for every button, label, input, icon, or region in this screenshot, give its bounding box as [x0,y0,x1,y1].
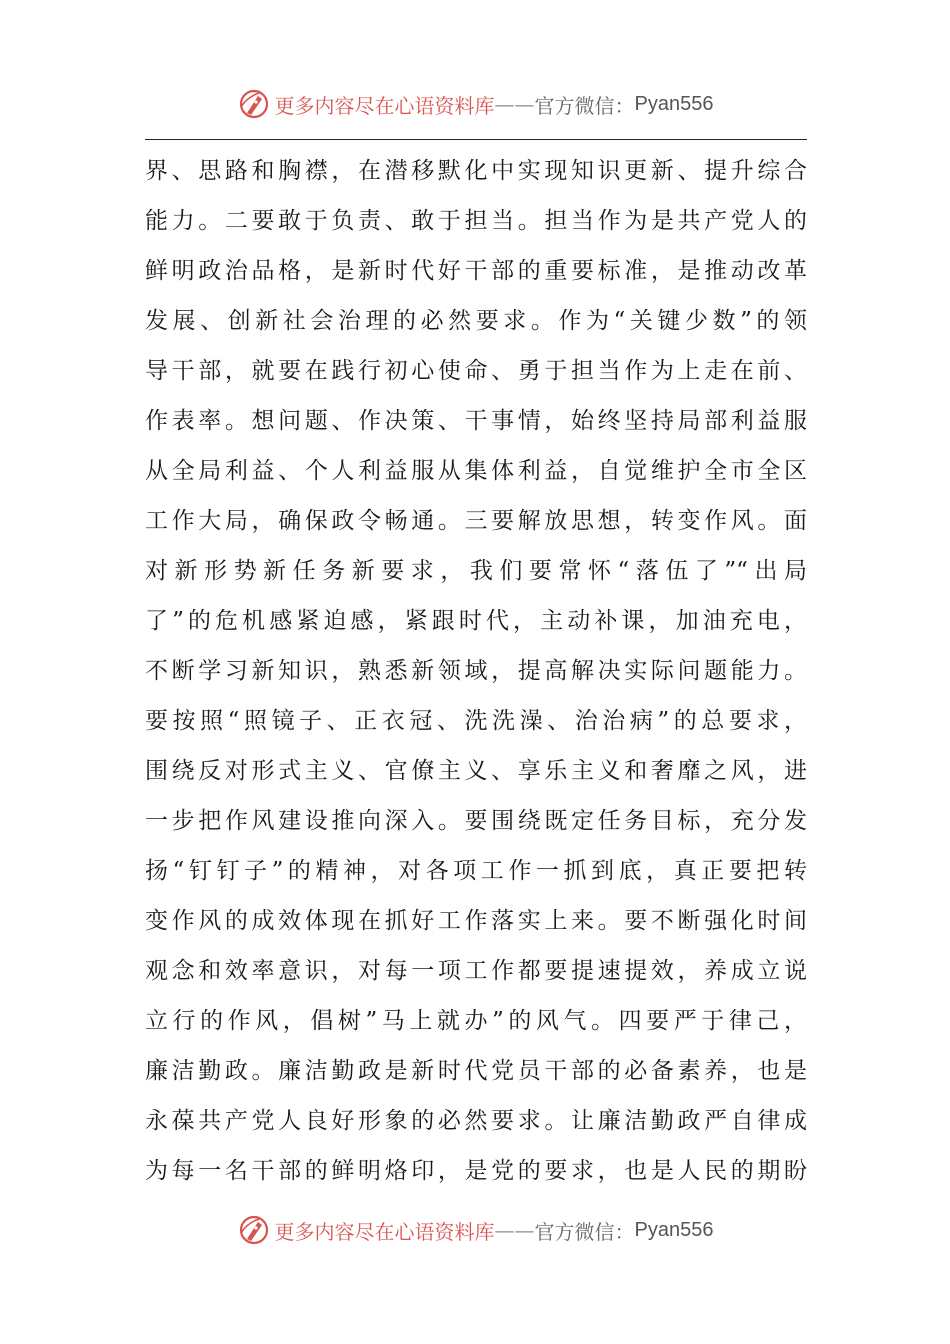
text-line: 观念和效率意识，对每一项工作都要提速提效，养成立说 [145,958,807,984]
text-line: 廉洁勤政。廉洁勤政是新时代党员干部的必备素养，也是 [145,1058,807,1084]
text-line: 为每一名干部的鲜明烙印，是党的要求，也是人民的期盼 [145,1158,807,1184]
text-line: 鲜明政治品格，是新时代好干部的重要标准，是推动改革 [145,258,807,284]
text-line: 要按照“照镜子、正衣冠、洗洗澡、治治病”的总要求， [145,708,807,734]
text-line: 立行的作风，倡树”马上就办”的风气。四要严于律己， [145,1008,807,1034]
text-line: 从全局利益、个人利益服从集体利益，自觉维护全市全区 [145,458,807,484]
banner-prefix: 更多内容尽在心语资料库 [274,93,495,118]
text-line: 工作大局，确保政令畅通。三要解放思想，转变作风。面 [145,508,807,534]
document-body [145,146,807,1196]
header-divider [145,139,807,140]
text-line: 能力。二要敢于负责、敢于担当。担当作为是共产党人的 [145,208,807,234]
text-line: 发展、创新社会治理的必然要求。作为“关键少数”的领 [145,308,807,334]
text-line: 扬“钉钉子”的精神，对各项工作一抓到底，真正要把转 [145,858,807,884]
pen-nib-logo-icon [237,87,271,121]
text-line: 了”的危机感紧迫感，紧跟时代，主动补课，加油充电， [145,608,807,634]
text-line: 一步把作风建设推向深入。要围绕既定任务目标，充分发 [145,808,807,834]
text-line: 变作风的成效体现在抓好工作落实上来。要不断强化时间 [145,908,807,934]
footer-banner [0,1208,950,1252]
banner-label: 官方微信： [534,93,635,118]
banner-prefix: 更多内容尽在心语资料库 [274,1219,495,1244]
banner-wechat-id: Pyan556 [634,1218,714,1241]
banner-dash: —— [494,1218,535,1242]
text-line: 对新形势新任务新要求，我们要常怀“落伍了”“出局 [145,558,807,584]
text-line: 永葆共产党人良好形象的必然要求。让廉洁勤政严自律成 [145,1108,807,1134]
header-banner [0,82,950,126]
banner-wechat-id: Pyan556 [634,92,714,115]
text-line: 界、思路和胸襟，在潜移默化中实现知识更新、提升综合 [145,158,807,184]
text-line: 作表率。想问题、作决策、干事情，始终坚持局部利益服 [145,408,807,434]
pen-nib-logo-icon [237,1213,271,1247]
banner-dash: —— [494,92,535,116]
text-line: 不断学习新知识，熟悉新领域，提高解决实际问题能力。 [145,658,807,684]
text-line: 导干部，就要在践行初心使命、勇于担当作为上走在前、 [145,358,807,384]
text-line: 围绕反对形式主义、官僚主义、享乐主义和奢靡之风，进 [145,758,807,784]
banner-label: 官方微信： [534,1219,635,1244]
